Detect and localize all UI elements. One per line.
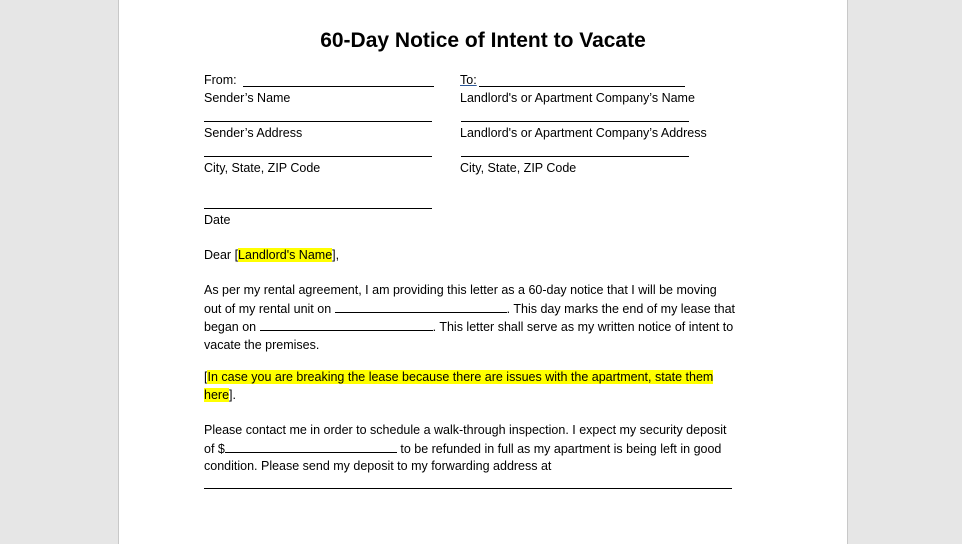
- notice-paragraph: [204, 282, 764, 354]
- landlord-name-label: Landlord's or Apartment Company’s Name: [460, 91, 695, 105]
- salutation: [204, 247, 764, 265]
- lease-break-paragraph: [In case you are breaking the lease because there are issues with the apartment, state them here].: [204, 370, 714, 402]
- move-out-date-blank[interactable]: [335, 300, 507, 313]
- salutation-prefix: Dear [: [204, 248, 239, 262]
- para1-line2: out of my rental unit on . This day marks the end of my lease that: [204, 301, 735, 316]
- sender-name-label: Sender’s Name: [204, 91, 291, 105]
- landlord-address-line[interactable]: [461, 121, 689, 122]
- sender-address-line[interactable]: [204, 121, 432, 122]
- from-line[interactable]: [243, 86, 434, 87]
- lease-break-placeholder-line2[interactable]: here: [204, 387, 230, 402]
- document-title: 60-Day Notice of Intent to Vacate: [320, 29, 646, 52]
- to-line[interactable]: [479, 86, 685, 87]
- para1-line3: began on . This letter shall serve as my written notice of intent to: [204, 320, 734, 334]
- para1-line1: As per my rental agreement, I am providing this letter as a 60-day notice that I will be moving: [204, 283, 717, 297]
- sender-address-label: Sender’s Address: [204, 126, 303, 140]
- lease-start-date-blank[interactable]: [260, 318, 433, 331]
- para3-line3: condition. Please send my deposit to my forwarding address at: [204, 459, 552, 473]
- sender-city-label: City, State, ZIP Code: [204, 161, 321, 175]
- para3-line2: of $ to be refunded in full as my apartment is being left in good: [204, 441, 722, 456]
- forwarding-address-line[interactable]: [204, 488, 732, 489]
- landlord-name-placeholder[interactable]: Landlord's Name: [238, 248, 333, 262]
- deposit-amount-blank[interactable]: [225, 440, 397, 453]
- from-label: From:: [204, 73, 237, 87]
- salutation-suffix: ],: [332, 248, 340, 262]
- landlord-city-line[interactable]: [461, 156, 689, 157]
- to-label: To:: [460, 73, 477, 87]
- landlord-address-label: Landlord's or Apartment Company’s Address: [460, 126, 707, 140]
- para1-line4: vacate the premises.: [204, 337, 320, 352]
- deposit-paragraph: [204, 422, 764, 476]
- sender-city-line[interactable]: [204, 156, 432, 157]
- document-page: [118, 0, 848, 544]
- para3-line1: Please contact me in order to schedule a walk-through inspection. I expect my security deposit: [204, 423, 727, 437]
- date-label: Date: [204, 213, 231, 227]
- date-line[interactable]: [204, 208, 432, 209]
- landlord-city-label: City, State, ZIP Code: [460, 161, 577, 175]
- lease-break-placeholder-line1[interactable]: In case you are breaking the lease because there are issues with the apartment, state them: [207, 370, 714, 384]
